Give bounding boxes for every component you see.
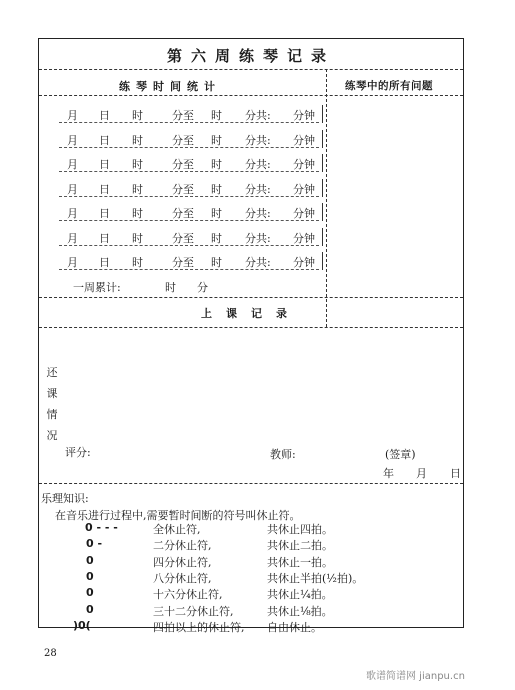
row-day-label: 日 [99, 207, 110, 220]
row-underline [59, 196, 319, 197]
rest-name: 四拍以上的休止符, [153, 620, 245, 634]
row-day-label: 日 [99, 133, 110, 147]
score-label: 评分: [65, 446, 91, 459]
date-month: 月 [416, 467, 427, 480]
rest-description: 共休止⅛拍。 [267, 604, 333, 618]
row-total-label: 分共: [245, 133, 271, 147]
practice-row [59, 177, 319, 199]
rest-symbol: 0 [86, 586, 94, 600]
row-minutes-label: 分钟 [293, 158, 315, 171]
rest-name: 十六分休止符, [153, 588, 223, 602]
practice-row [59, 226, 319, 248]
row-underline [59, 245, 319, 246]
row-minutes-label: 分钟 [293, 207, 315, 220]
row-day-label: 日 [99, 182, 110, 196]
teacher-label: 教师: [270, 448, 296, 461]
divider [39, 95, 463, 96]
row-hour-label: 时 [132, 109, 143, 122]
rest-name: 八分休止符, [153, 571, 212, 585]
side-label-char: 课 [46, 387, 58, 400]
row-from-label: 分至 [172, 158, 194, 171]
row-day-label: 日 [99, 256, 110, 269]
divider [39, 327, 463, 328]
row-total-label: 分共: [245, 158, 271, 171]
rest-description: 共休止¼拍。 [267, 588, 333, 602]
row-month-label: 月 [67, 207, 78, 220]
signature-label: (签章) [385, 448, 416, 461]
row-hour2-label: 时 [211, 158, 222, 171]
rest-name: 四分休止符, [153, 555, 212, 569]
row-minutes-label: 分钟 [293, 231, 315, 245]
rest-symbol: 0 [86, 569, 94, 583]
row-underline [59, 171, 319, 172]
row-total-label: 分共: [245, 256, 271, 269]
row-end-mark [322, 105, 323, 123]
row-hour-label: 时 [132, 158, 143, 171]
row-underline [59, 269, 319, 270]
row-from-label: 分至 [172, 207, 194, 220]
row-minutes-label: 分钟 [293, 109, 315, 122]
row-end-mark [322, 130, 323, 148]
row-month-label: 月 [67, 133, 78, 147]
row-month-label: 月 [67, 109, 78, 122]
row-month-label: 月 [67, 158, 78, 171]
weekly-hour-label: 时 [165, 281, 176, 294]
rest-description: 共休止二拍。 [267, 539, 333, 553]
rest-description: 共休止四拍。 [267, 523, 333, 536]
row-end-mark [322, 203, 323, 221]
questions-header: 练琴中的所有问题 [345, 80, 433, 92]
row-end-mark [322, 154, 323, 172]
row-underline [59, 147, 319, 148]
row-hour-label: 时 [132, 133, 143, 147]
rest-symbol: 0 [86, 602, 94, 616]
lesson-side-label [45, 362, 59, 446]
divider [39, 69, 463, 70]
row-end-mark [322, 179, 323, 197]
practice-row [59, 103, 319, 125]
row-from-label: 分至 [172, 182, 194, 196]
row-total-label: 分共: [245, 231, 271, 245]
row-hour2-label: 时 [211, 182, 222, 196]
row-day-label: 日 [99, 109, 110, 122]
practice-record-sheet [38, 38, 464, 634]
row-total-label: 分共: [245, 207, 271, 220]
row-from-label: 分至 [172, 256, 194, 269]
row-end-mark [322, 228, 323, 246]
page-number: 28 [44, 648, 57, 659]
row-minutes-label: 分钟 [293, 133, 315, 147]
row-hour2-label: 时 [211, 133, 222, 147]
row-hour-label: 时 [132, 231, 143, 245]
divider [39, 297, 463, 298]
row-minutes-label: 分钟 [293, 182, 315, 196]
rest-name: 三十二分休止符, [153, 604, 234, 618]
time-stats-header: 练琴时间统计 [119, 80, 221, 93]
weekly-total-label: 一周累计: [73, 281, 121, 294]
rest-description: 共休止半拍(½拍)。 [267, 571, 364, 585]
row-end-mark [322, 252, 323, 270]
practice-row [59, 128, 319, 150]
side-label-char: 还 [46, 366, 58, 379]
row-month-label: 月 [67, 182, 78, 196]
row-hour2-label: 时 [211, 109, 222, 122]
theory-heading: 乐理知识: [41, 492, 89, 505]
row-total-label: 分共: [245, 182, 271, 196]
theory-intro: 在音乐进行过程中,需要暂时间断的符号叫休止符。 [55, 509, 301, 522]
rest-description: 自由休止。 [267, 620, 322, 634]
weekly-minute-label: 分 [197, 281, 208, 294]
row-month-label: 月 [67, 231, 78, 245]
row-total-label: 分共: [245, 109, 271, 122]
divider [39, 483, 463, 484]
rest-description: 共休止一拍。 [267, 555, 333, 569]
rest-symbol: 0 - - - [85, 521, 118, 534]
rest-symbol: 0 [86, 553, 94, 567]
practice-row [59, 201, 319, 223]
rest-name: 全休止符, [153, 523, 201, 536]
site-watermark: 歌谱简谱网 jianpu.cn [366, 671, 465, 682]
row-hour2-label: 时 [211, 207, 222, 220]
row-minutes-label: 分钟 [293, 256, 315, 269]
row-day-label: 日 [99, 158, 110, 171]
row-hour-label: 时 [132, 207, 143, 220]
lesson-record-title: 上课记录 [201, 307, 301, 320]
practice-row [59, 250, 319, 272]
row-from-label: 分至 [172, 109, 194, 122]
row-underline [59, 220, 319, 221]
rest-name: 二分休止符, [153, 539, 212, 553]
row-hour-label: 时 [132, 256, 143, 269]
page-title: 第六周练琴记录 [166, 47, 335, 65]
row-from-label: 分至 [172, 133, 194, 147]
column-divider [326, 69, 327, 327]
side-label-char: 情 [46, 408, 58, 421]
date-day: 日 [450, 467, 461, 480]
row-day-label: 日 [99, 231, 110, 245]
row-underline [59, 122, 319, 123]
row-hour-label: 时 [132, 182, 143, 196]
practice-row [59, 152, 319, 174]
row-month-label: 月 [67, 256, 78, 269]
row-hour2-label: 时 [211, 256, 222, 269]
rest-symbol: )0( [73, 618, 91, 632]
date-year: 年 [383, 467, 394, 480]
row-from-label: 分至 [172, 231, 194, 245]
rest-symbol: 0 - [86, 537, 103, 551]
row-hour2-label: 时 [211, 231, 222, 245]
side-label-char: 况 [46, 429, 58, 442]
